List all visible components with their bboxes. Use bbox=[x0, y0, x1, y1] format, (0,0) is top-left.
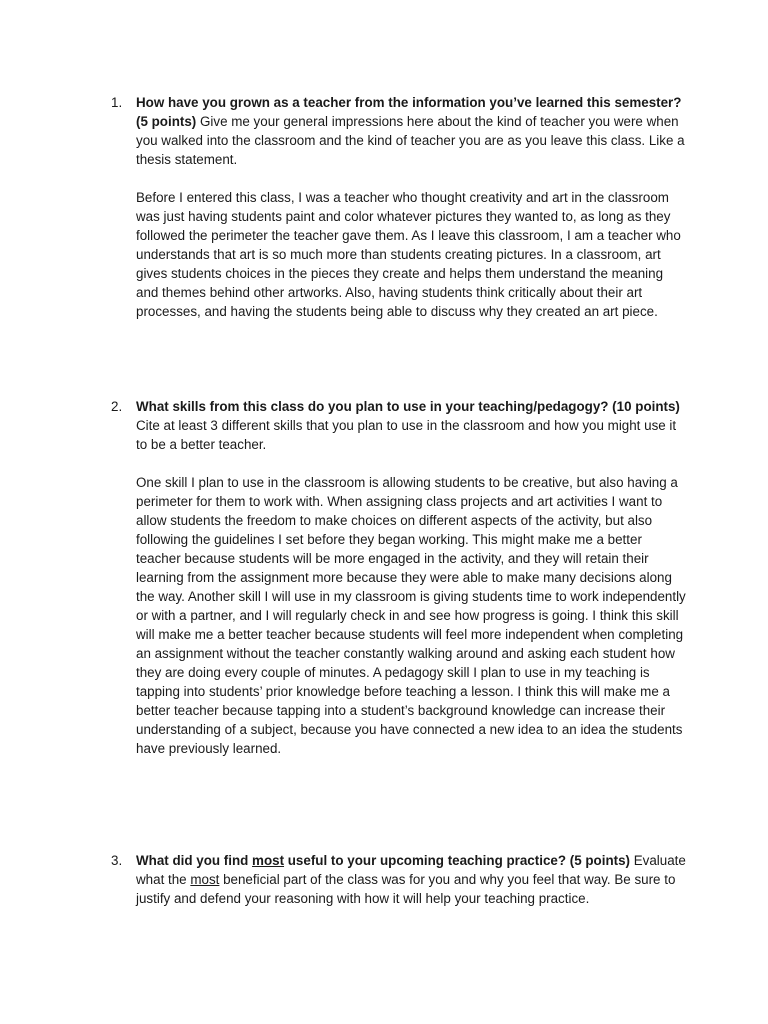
question-heading: How have you grown as a teacher from the information you’ve learned this semester? (5 points) bbox=[136, 95, 682, 129]
question-heading: What skills from this class do you plan to use in your teaching/pedagogy? (10 points) bbox=[136, 399, 680, 414]
question-prompt: Cite at least 3 different skills that you plan to use in the classroom and how you might use it to be a better teacher. bbox=[136, 418, 677, 452]
question-prompt-emphasis: most bbox=[190, 872, 220, 887]
question-heading-emphasis: most bbox=[252, 853, 285, 868]
question-3 bbox=[111, 851, 688, 908]
question-number: 3. bbox=[111, 853, 123, 868]
question-text bbox=[136, 397, 688, 454]
question-text bbox=[136, 851, 688, 908]
question-prompt: Give me your general impressions here about the kind of teacher you were when you walked into the classroom and the kind of teacher you are as you leave this class. Like a thesis statement. bbox=[136, 114, 685, 167]
question-prompt-part-2: beneficial part of the class was for you and why you feel that way. Be sure to justify and defend your reasoning with how it will help your teaching practice. bbox=[136, 872, 676, 906]
question-heading-part-2: useful to your upcoming teaching practice? (5 points) bbox=[284, 853, 630, 868]
question-text bbox=[136, 93, 688, 169]
question-number: 1. bbox=[111, 95, 123, 110]
question-1 bbox=[111, 93, 688, 321]
answer-paragraph: One skill I plan to use in the classroom is allowing students to be creative, but also having a perimeter for them to work with. When assigning class projects and art activities I want to allow students the freedom to make choices on different aspects of the activity, but also following the guidelines I set before they began working. This might make me a better teacher because students will be more engaged in the activity, and they will retain their learning from the assignment more because they were able to make many decisions along the way. Another skill I will use in my classroom is giving students time to work independently or with a partner, and I will regularly check in and see how progress is going. I think this skill will make me a better teacher because students will feel more independent when completing an assignment without the teacher constantly walking around and asking each student how they are doing every couple of minutes. A pedagogy skill I plan to use in my teaching is tapping into students’ prior knowledge before teaching a lesson. I think this will make me a better teacher because tapping into a student’s background knowledge can increase their understanding of a subject, because you have connected a new idea to an idea the students have previously learned. bbox=[136, 475, 686, 756]
answer-paragraph: Before I entered this class, I was a teacher who thought creativity and art in the classroom was just having students paint and color whatever pictures they wanted to, as long as they followed the perimeter the teacher gave them. As I leave this classroom, I am a teacher who understands that art is so much more than students creating pictures. In a classroom, art gives students choices in the pieces they create and helps them understand the meaning and themes behind other artworks. Also, having students think critically about their art processes, and having the students being able to discuss why they created an art piece. bbox=[136, 190, 681, 319]
question-heading-part-1: What did you find bbox=[136, 853, 253, 868]
question-number: 2. bbox=[111, 399, 123, 414]
question-2 bbox=[111, 397, 688, 758]
question-prompt-part-1: Evaluate what the bbox=[136, 853, 686, 887]
